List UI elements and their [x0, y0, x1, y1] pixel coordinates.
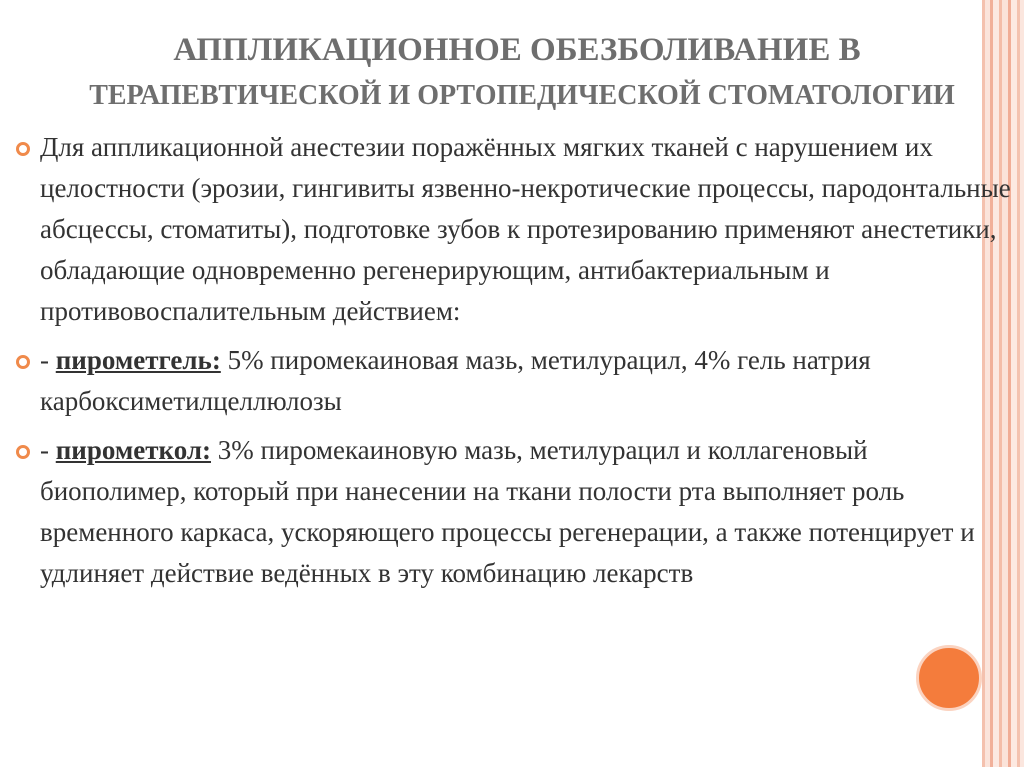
slide-title-line-1: АППЛИКАЦИОННОЕ ОБЕЗБОЛИВАНИЕ В: [173, 32, 861, 68]
bullet-intro: [12, 127, 1012, 332]
bullet-pirometkol-text: 3% пиромекаиновую мазь, метилурацил и коллагеновый биополимер, который при нанесении на ткани полости рта выполняет роль временного каркаса, ускоряющего процессы регенерации, а также потенцирует и удлиняет действие ведённых в эту комбинацию лекарств: [40, 435, 975, 588]
bullet-dash: -: [40, 435, 56, 465]
bullet-pirometkol: [12, 430, 1012, 594]
bullet-dash: -: [40, 345, 56, 375]
bullet-marker-icon: [16, 355, 30, 369]
slide-title-line-2: ТЕРАПЕВТИЧЕСКОЙ И ОРТОПЕДИЧЕСКОЙ СТОМАТОЛОГИИ: [89, 80, 955, 111]
decorative-orange-circle: [916, 645, 982, 711]
slide-body: [12, 127, 1012, 594]
bullet-pirometgel-text: 5% пиромекаиновая мазь, метилурацил, 4% гель натрия карбоксиметилцеллюлозы: [40, 345, 871, 416]
slide-title: [0, 28, 1024, 116]
bullet-marker-icon: [16, 445, 30, 459]
bullet-intro-text: Для аппликационной анестезии поражённых мягких тканей с нарушением их целостности (эрозии, гингивиты язвенно-некротические процессы, пародонтальные абсцессы, стоматиты), подготовке зубов к протезированию применяют анестетики, обладающие одновременно регенерирующим, антибактериальным и противовоспалительным действием:: [40, 132, 1011, 326]
bullet-marker-icon: [16, 142, 30, 156]
term-pirometgel: пирометгель:: [55, 345, 221, 375]
term-pirometkol: пирометкол:: [55, 435, 211, 465]
bullet-pirometgel: [12, 340, 1012, 422]
